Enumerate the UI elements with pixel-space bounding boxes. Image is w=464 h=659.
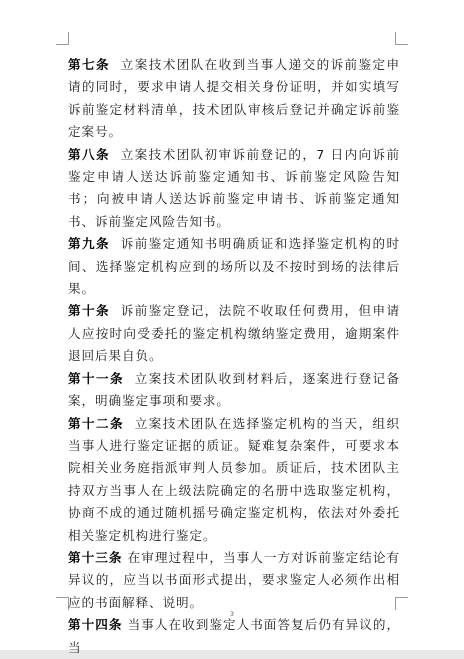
article-title: 第八条 — [68, 146, 110, 162]
article-title: 第十三条 — [68, 549, 123, 565]
article-10 — [68, 300, 400, 367]
document-body — [68, 54, 400, 659]
article-title: 第十一条 — [68, 370, 124, 386]
article-title: 第十四条 — [68, 617, 123, 633]
article-text: 立案技术团队收到材料后，逐案进行登记备案，明确鉴定事项和要求。 — [68, 370, 400, 409]
article-8 — [68, 144, 400, 234]
article-9 — [68, 233, 400, 300]
article-title: 第九条 — [68, 236, 110, 252]
article-title: 第十二条 — [68, 415, 124, 431]
article-text: 当事人在收到鉴定人书面答复后仍有异议的，当 — [68, 617, 400, 655]
crop-mark-top-left — [56, 32, 69, 45]
article-11 — [68, 368, 400, 413]
article-text: 诉前鉴定通知书明确质证和选择鉴定机构的时间、选择鉴定机构应到的场所以及不按时到场的法律后果。 — [68, 236, 401, 297]
article-13 — [68, 547, 400, 614]
article-text: 立案技术团队初审诉前登记的，7 日内向诉前鉴定申请人送达诉前鉴定通知书、诉前鉴定风险告知书；向被申请人送达诉前鉴定申请书、诉前鉴定通知书、诉前鉴定风险告知书。 — [68, 146, 400, 229]
article-text: 在审理过程中，当事人一方对诉前鉴定结论有异议的，应当以书面形式提出，要求鉴定人必须作出相应的书面解释、说明。 — [68, 549, 400, 610]
article-title: 第七条 — [68, 57, 110, 72]
crop-mark-top-right — [395, 32, 408, 45]
article-7 — [68, 54, 400, 144]
article-text: 立案技术团队在选择鉴定机构的当天，组织当事人进行鉴定证据的质证。疑难复杂案件，可要求本院相关业务庭指派审判人员参加。质证后，技术团队主持双方当事人在上级法院确定的名册中选取鉴定机构，协商不成的通过随机摇号确定鉴定机构，依法对外委托相关鉴定机构进行鉴定。 — [68, 415, 400, 543]
article-12 — [68, 413, 400, 547]
article-title: 第十条 — [68, 303, 110, 319]
article-text: 诉前鉴定登记，法院不收取任何费用，但申请人应按时向受委托的鉴定机构缴纳鉴定费用，逾期案件退回后果自负。 — [68, 303, 401, 364]
article-text: 立案技术团队在收到当事人递交的诉前鉴定申请的同时，要求申请人提交相关身份证明，并如实填写诉前鉴定材料清单，技术团队审核后登记并确定诉前鉴定案号。 — [68, 57, 401, 140]
page-number: 3 — [230, 611, 234, 618]
article-14 — [68, 614, 400, 659]
